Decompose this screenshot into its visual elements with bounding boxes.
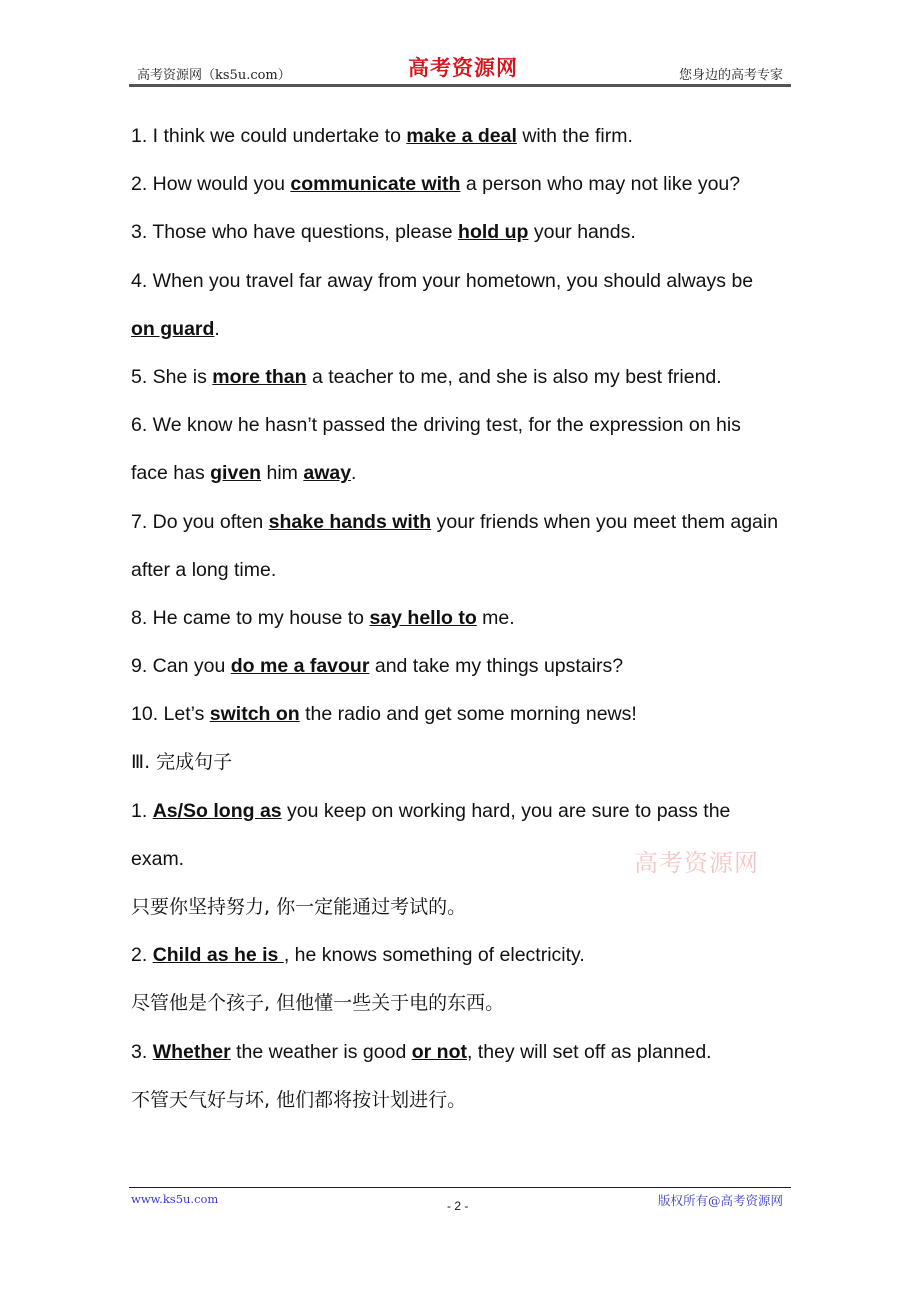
answer-text: do me a favour	[230, 655, 370, 678]
text-line	[131, 361, 801, 409]
header-logo: 高考资源网	[408, 55, 518, 80]
text-line	[131, 554, 801, 602]
text-line	[131, 457, 801, 505]
text-line	[131, 409, 801, 457]
line-text: 4. When you travel far away from your hometown, you should always be	[131, 269, 754, 292]
line-text: face has	[131, 462, 211, 485]
text-line	[131, 698, 801, 746]
line-text: 2. How would you	[131, 173, 291, 196]
footer-copyright: 版权所有@高考资源网	[657, 1193, 783, 1208]
line-text: 5. She is	[131, 365, 213, 388]
answer-text: make a deal	[406, 125, 517, 147]
answer-text: or not	[411, 1040, 467, 1063]
text-line	[131, 1036, 801, 1084]
line-text: your friends when you meet them again	[431, 510, 779, 533]
text-line	[131, 313, 801, 361]
text-line	[131, 891, 801, 939]
line-text: your hands.	[528, 221, 636, 244]
text-line	[131, 795, 801, 843]
line-text: 不管天气好与坏, 他们都将按计划进行。	[131, 1088, 467, 1111]
line-text: .	[351, 462, 357, 485]
text-line	[131, 168, 801, 216]
answer-text: switch on	[209, 703, 300, 726]
answer-text: As/So long as	[152, 799, 282, 822]
answer-text: hold up	[458, 221, 529, 244]
line-text: 3.	[131, 1040, 153, 1063]
line-text: 2.	[131, 944, 153, 967]
text-line	[131, 939, 801, 987]
line-text: me.	[476, 606, 515, 629]
line-text: 10. Let’s	[131, 703, 210, 726]
header-rule	[129, 84, 791, 87]
line-text: 3. Those who have questions, please	[131, 221, 459, 244]
line-text: after a long time.	[131, 558, 277, 581]
answer-text: Whether	[152, 1040, 231, 1063]
answer-text: away	[303, 462, 352, 485]
line-text: , he knows something of electricity.	[283, 944, 585, 967]
footer-link[interactable]: www.ks5u.com	[131, 1192, 219, 1206]
answer-text: given	[210, 462, 262, 485]
line-text: exam.	[131, 847, 185, 870]
line-text: and take my things upstairs?	[369, 655, 624, 678]
document-body	[131, 120, 801, 1132]
line-text: , they will set off as planned.	[466, 1040, 712, 1063]
footer-rule	[129, 1187, 791, 1188]
line-text: 只要你坚持努力, 你一定能通过考试的。	[131, 896, 467, 918]
line-text: .	[214, 317, 220, 340]
line-text: 8. He came to my house to	[131, 606, 370, 629]
text-line	[131, 746, 801, 794]
answer-text: Child as he is	[152, 944, 284, 967]
line-text: you keep on working hard, you are sure to pass the	[281, 799, 731, 822]
answer-text: shake hands with	[268, 510, 432, 533]
text-line	[131, 506, 801, 554]
line-text: 6. We know he hasn’t passed the driving test, for the expression on his	[131, 414, 741, 437]
line-text: 7. Do you often	[131, 510, 269, 533]
line-text: 9. Can you	[131, 655, 231, 678]
text-line	[131, 987, 801, 1035]
line-text: a teacher to me, and she is also my best friend.	[306, 365, 722, 388]
answer-text: communicate with	[290, 173, 461, 196]
text-line	[131, 216, 801, 264]
line-text: Ⅲ. 完成句子	[131, 751, 233, 774]
watermark: 高考资源网	[634, 849, 759, 877]
answer-text: say hello to	[369, 606, 477, 629]
line-text: 1. I think we could undertake to	[131, 125, 407, 147]
answer-text: more than	[212, 365, 307, 388]
header-left: 高考资源网（ks5u.com）	[137, 68, 291, 83]
text-line	[131, 120, 801, 168]
line-text: with the firm.	[516, 125, 633, 147]
text-line	[131, 1084, 801, 1132]
page-number: - 2 -	[447, 1199, 469, 1213]
line-text: 1.	[131, 799, 153, 822]
line-text: the weather is good	[230, 1040, 412, 1063]
line-text: the radio and get some morning news!	[299, 703, 637, 726]
header-right: 您身边的高考专家	[678, 68, 783, 83]
text-line	[131, 265, 801, 313]
text-line	[131, 650, 801, 698]
answer-text: on guard	[131, 317, 215, 340]
line-text: 尽管他是个孩子, 但他懂一些关于电的东西。	[131, 992, 505, 1015]
line-text: him	[261, 462, 304, 485]
text-line	[131, 602, 801, 650]
line-text: a person who may not like you?	[460, 173, 741, 196]
